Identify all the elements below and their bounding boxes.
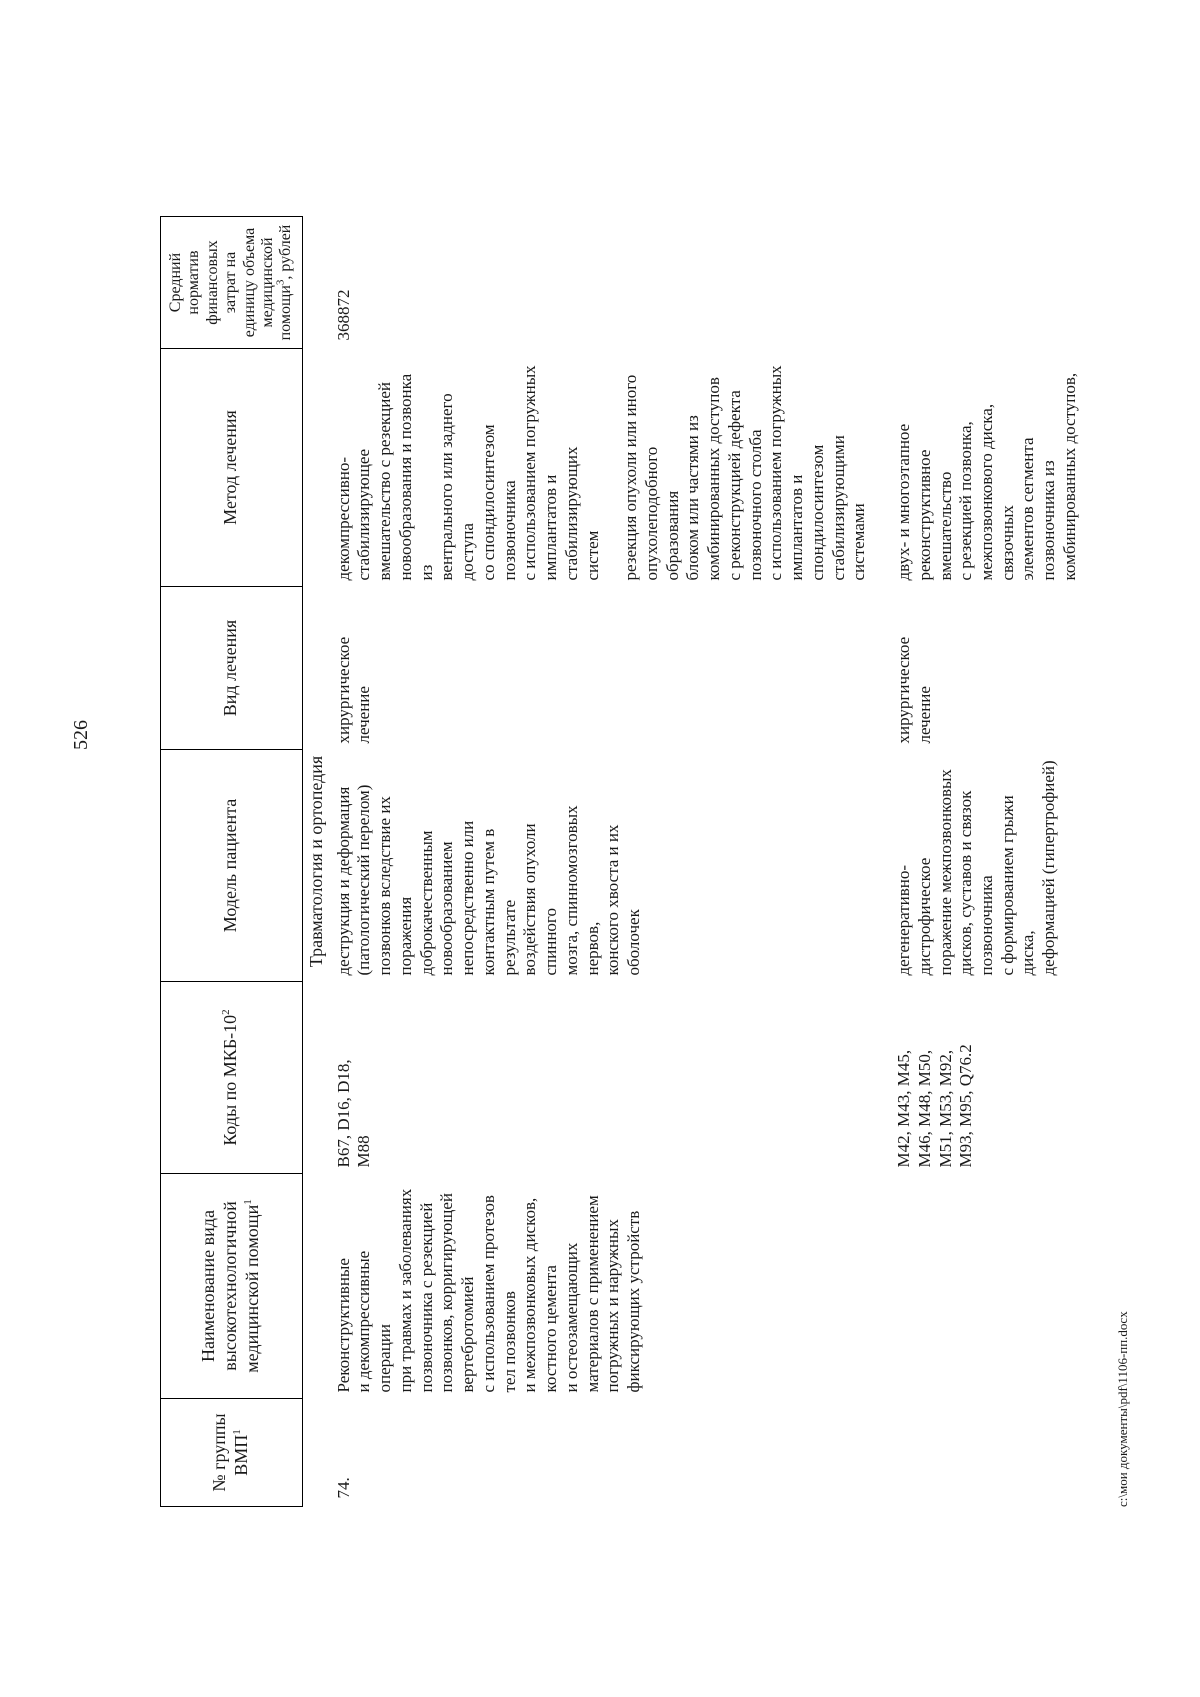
table-row [891,217,1084,1507]
header-patient-model: Модель пациента [161,750,303,982]
medical-care-table [160,216,1084,1507]
file-path: c:\мои документы\pdf\1106-пп.docx [1115,1311,1130,1507]
icd-codes: B67, D16, D18, M88 [333,1059,374,1168]
page-number: 526 [70,720,92,750]
table-header-row [161,217,303,1507]
care-type-name [891,1174,1084,1399]
average-cost [891,217,1084,349]
treatment-method [331,349,891,587]
care-type-name: Реконструктивные и декомпрессивные операции при травмах и заболеваниях позвоночника с резекцией позвонков, корригирующей вертебротомией с использованием протезов тел позвонков и межпозвонковых дисков, костного цемента и остеозамещающих материалов с применением погружных и наружных фиксирующих устройств [333,1188,643,1393]
section-row [302,217,330,1507]
patient-model: деструкция и деформация (патологический перелом) позвонков вследствие их поражения доброкачественным новообразованием непосредственно или контактным путем в результате воздействия опухоли спинного мозга, спинномозговых нервов, конского хвоста и их оболочек [333,784,643,976]
table-row [331,217,891,1507]
header-treatment-type: Вид лечения [161,587,303,750]
treatment-type: хирургическое лечение [894,636,934,744]
header-treatment-method: Метод лечения [161,349,303,587]
average-cost: 368872 [333,289,353,341]
group-number: 74. [333,1477,353,1499]
header-group-number: № группы ВМП$^1$ [161,1399,303,1507]
header-care-type-name: Наименование вида высокотехнологичной медицинской помощи$^1$ [161,1174,303,1399]
group-number [891,1399,1084,1507]
patient-model: дегенеративно-дистрофическое поражение межпозвонковых дисков, суставов и связок позвоночника с формированием грыжи диска, деформацией (гипертрофией) [894,760,1059,976]
treatment-type: хирургическое лечение [333,636,374,744]
method-option: резекция опухоли или иного опухолеподобного образования блоком или частями из комбинированных доступов с реконструкцией дефекта позвоночного столба с использованием погружных имплантатов и спондилосинтезом стабилизирующими системами [621,365,869,581]
treatment-method: двух- и многоэтапное реконструктивное вмешательство с резекцией позвонка, межпозвонкового диска, связочных элементов сегмента позвоночника из комбинированных доступов, [894,372,1079,581]
method-option: декомпрессивно-стабилизирующее вмешательство с резекцией новообразования и позвонка из вентрального или заднего доступа со спондилосинтезом позвоночника с использованием погружных имплантатов и стабилизирующих систем [333,365,602,581]
section-title: Травматология и ортопедия [305,755,326,968]
header-icd-codes: Коды по МКБ-$10^2$ [161,982,303,1174]
header-average-cost: Средний норматив финансовых затрат на единицу объема медицинской помощи$^3$, рублей [161,217,303,349]
icd-codes: M42, M43, M45, M46, M48, M50, M51, M53, M92, M93, M95, Q76.2 [894,1044,976,1168]
